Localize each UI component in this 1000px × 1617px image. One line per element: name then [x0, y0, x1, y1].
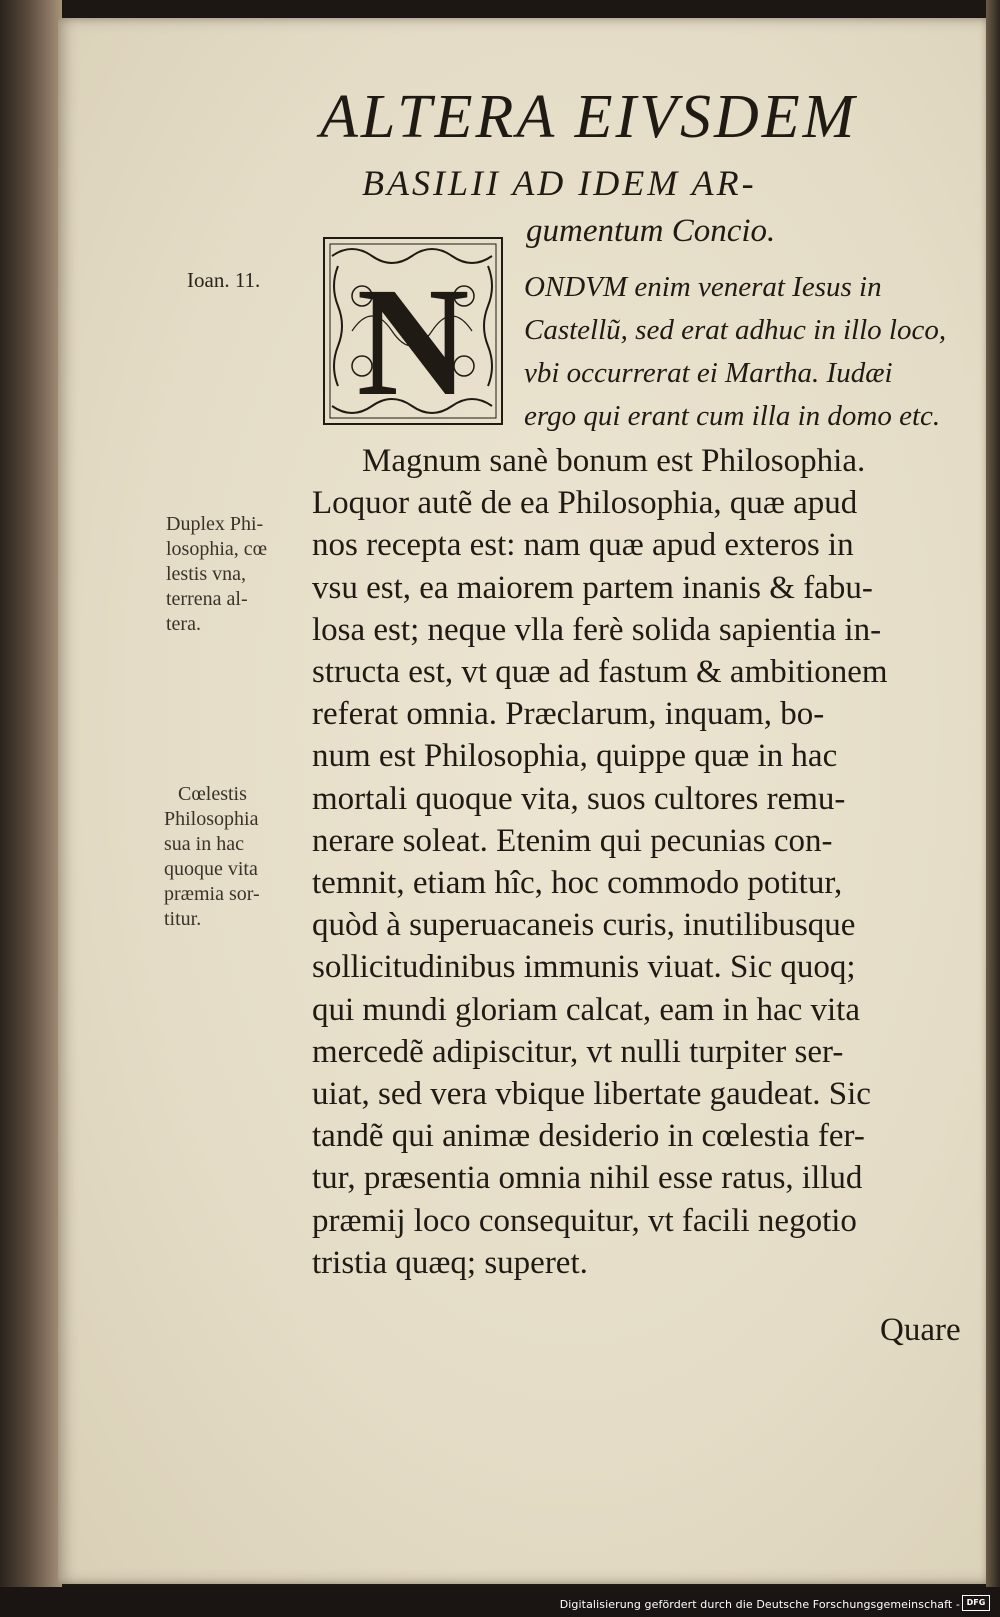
- margin-note-line: sua in hac: [164, 833, 244, 855]
- svg-text:N: N: [356, 255, 470, 426]
- text-line: nos recepta est: nam quæ apud exteros in: [312, 527, 854, 564]
- margin-note-line: lestis vna,: [166, 563, 246, 585]
- text-line: mortali quoque vita, suos cultores remu-: [312, 780, 846, 817]
- text-line: structa est, vt quæ ad fastum & ambitionem: [312, 654, 888, 691]
- margin-note-line: Philosophia: [164, 808, 259, 830]
- text-line: tandẽ qui animæ desiderio in cœlestia fer-: [312, 1118, 865, 1155]
- text-line: præmij loco consequitur, vt facili negotio: [312, 1202, 857, 1239]
- text-line: num est Philosophia, quippe quæ in hac: [312, 738, 838, 775]
- margin-note-line: losophia, cœ: [166, 538, 268, 560]
- book-spine-edge: [0, 0, 62, 1617]
- text-line: Loquor autẽ de ea Philosophia, quæ apud: [312, 485, 858, 522]
- text-line: quòd à superuacaneis curis, inutilibusque: [312, 907, 856, 944]
- text-line: ONDVM enim venerat Iesus in: [524, 271, 882, 303]
- page-right-edge: [986, 0, 1000, 1617]
- margin-note-line: Duplex Phi-: [166, 513, 264, 535]
- text-line: Magnum sanè bonum est Philosophia.: [362, 443, 866, 479]
- footer-strip: [0, 1587, 1000, 1617]
- ornamental-initial-icon: [322, 236, 504, 426]
- catchword: Quare: [880, 1312, 961, 1348]
- text-line: referat omnia. Præclarum, inquam, bo-: [312, 696, 825, 733]
- text-line: Castellũ, sed erat adhuc in illo loco,: [524, 314, 947, 346]
- text-line: tur, præsentia omnia nihil esse ratus, illud: [312, 1160, 863, 1197]
- margin-note-line: Cœlestis: [178, 783, 247, 805]
- text-line: ergo qui erant cum illa in domo etc.: [524, 400, 941, 432]
- margin-note-line: terrena al-: [166, 588, 248, 610]
- margin-note-line: tera.: [166, 613, 201, 635]
- dfg-logo: DFG: [962, 1595, 990, 1611]
- page-title: ALTERA EIVSDEM: [320, 83, 858, 151]
- text-line: vbi occurrerat ei Martha. Iudæi: [524, 357, 893, 389]
- text-line: losa est; neque vlla ferè solida sapientia in-: [312, 611, 882, 648]
- text-line: sollicitudinibus immunis viuat. Sic quoq;: [312, 949, 856, 986]
- margin-note-line: titur.: [164, 908, 202, 930]
- text-line: temnit, etiam hîc, hoc commodo potitur,: [312, 865, 843, 902]
- text-line: nerare soleat. Etenim qui pecunias con-: [312, 822, 833, 859]
- digitization-credit: Digitalisierung gefördert durch die Deutsche Forschungsgemeinschaft -: [559, 1598, 960, 1611]
- opening-italic-text: [524, 266, 946, 438]
- margin-note-line: præmia sor-: [164, 883, 260, 905]
- margin-note-line: quoque vita: [164, 858, 258, 880]
- margin-scripture-reference: Ioan. 11.: [187, 268, 261, 292]
- body-text: [312, 440, 982, 1284]
- text-line: mercedẽ adipiscitur, vt nulli turpiter ser-: [312, 1033, 844, 1070]
- margin-note-coelestis-philosophia: [164, 782, 260, 932]
- text-line: vsu est, ea maiorem partem inanis & fabu-: [312, 569, 873, 606]
- text-line: tristia quæq; superet.: [312, 1244, 588, 1281]
- page-subtitle-continued: gumentum Concio.: [526, 213, 776, 249]
- text-line: uiat, sed vera vbique libertate gaudeat. Sic: [312, 1076, 871, 1113]
- margin-note-duplex-philosophia: [166, 512, 267, 637]
- page-subtitle: BASILII AD IDEM AR-: [362, 163, 757, 203]
- text-line: qui mundi gloriam calcat, eam in hac vita: [312, 991, 860, 1028]
